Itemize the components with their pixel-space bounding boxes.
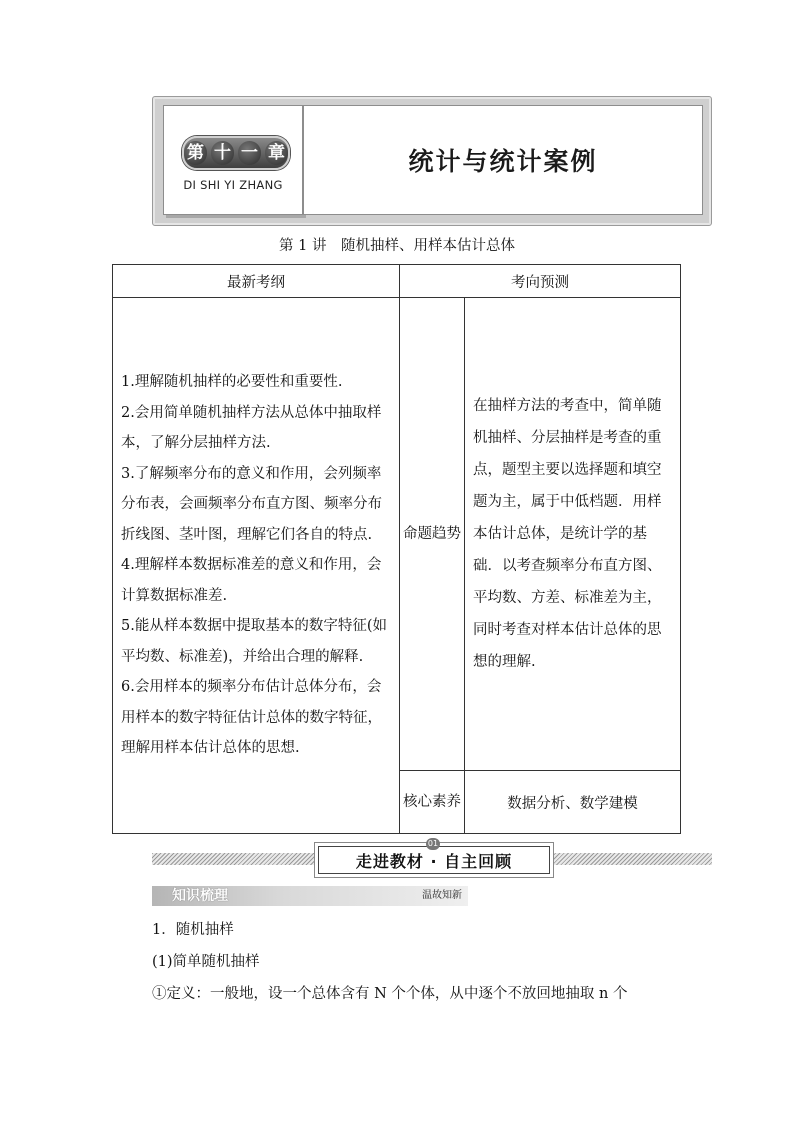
badge-char: 一 bbox=[238, 141, 261, 165]
chapter-number-pill bbox=[182, 136, 290, 170]
section-title: 走进教材 · 自主回顾 bbox=[318, 846, 550, 874]
body-heading-2: (1)简单随机抽样 bbox=[152, 954, 260, 970]
literacy-label: 核心素养 bbox=[400, 771, 465, 834]
lecture-title: 第 1 讲 随机抽样、用样本估计总体 bbox=[279, 238, 515, 254]
knowledge-title: 知识梳理 bbox=[172, 888, 228, 904]
body-paragraph: ①定义：一般地，设一个总体含有 N 个个体，从中逐个不放回地抽取 n 个 bbox=[152, 986, 628, 1002]
chapter-title: 统计与统计案例 bbox=[408, 147, 598, 176]
body-heading-1: 1．随机抽样 bbox=[152, 922, 234, 938]
syllabus-outline bbox=[113, 298, 400, 834]
outline-item: 6.会用样本的频率分布估计总体分布，会用样本的数字特征估计总体的数字特征，理解用样本估计总体的思想. bbox=[121, 679, 382, 757]
trend-text: 在抽样方法的考查中，简单随机抽样、分层抽样是考查的重点，题型主要以选择题和填空题为主，属于中低档题．用样本估计总体，是统计学的基础．以考查频率分布直方图、平均数、方差、标准差为主，同时考查对样本估计总体的思想的理解. bbox=[465, 298, 681, 771]
outline-item: 4.理解样本数据标准差的意义和作用，会计算数据标准差. bbox=[121, 557, 382, 604]
chapter-pinyin: DI SHI YI ZHANG bbox=[183, 178, 283, 192]
chapter-title-box bbox=[303, 105, 703, 215]
syllabus-table bbox=[112, 264, 681, 834]
section-number: 01 bbox=[427, 839, 439, 848]
chapter-badge bbox=[163, 105, 303, 215]
badge-char: 十 bbox=[211, 141, 234, 165]
literacy-text: 数据分析、数学建模 bbox=[465, 771, 681, 834]
header-latest-syllabus: 最新考纲 bbox=[113, 265, 400, 298]
chapter-banner bbox=[152, 96, 712, 226]
trend-label: 命题趋势 bbox=[400, 298, 465, 771]
knowledge-subtitle: 温故知新 bbox=[422, 890, 462, 901]
outline-item: 1.理解随机抽样的必要性和重要性. bbox=[121, 374, 343, 391]
badge-char: 第 bbox=[184, 141, 207, 165]
outline-item: 5.能从样本数据中提取基本的数字特征(如平均数、标准差)，并给出合理的解释. bbox=[121, 618, 387, 665]
header-exam-forecast: 考向预测 bbox=[400, 265, 681, 298]
badge-char: 章 bbox=[265, 141, 288, 165]
outline-item: 3.了解频率分布的意义和作用，会列频率分布表，会画频率分布直方图、频率分布折线图、茎叶图，理解它们各自的特点. bbox=[121, 465, 382, 543]
knowledge-bar bbox=[152, 886, 468, 906]
outline-item: 2.会用简单随机抽样方法从总体中抽取样本，了解分层抽样方法. bbox=[121, 404, 382, 452]
